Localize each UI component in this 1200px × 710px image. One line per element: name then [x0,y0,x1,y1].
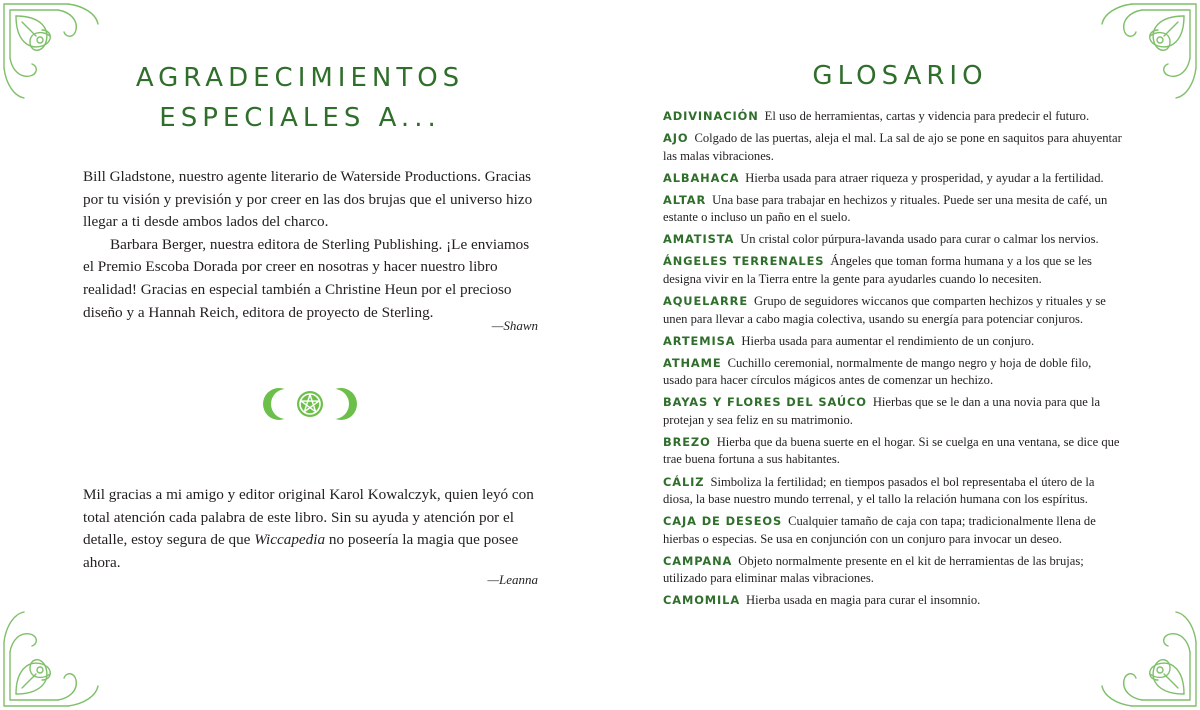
glossary-entry [663,592,1123,610]
glossary-entry [663,170,1123,188]
glossary-entry [663,253,1123,288]
glossary-term: CAMOMILA [663,593,741,608]
glossary-term: CÁLIZ [663,474,705,489]
glossary-term: ARTEMISA [663,333,736,348]
glossary-term: ALTAR [663,192,707,207]
glossary-term: AMATISTA [663,232,735,247]
glossary-term: BAYAS Y FLORES DEL SAÚCO [663,395,867,410]
paragraph: Bill Gladstone, nuestro agente literario de Waterside Productions. Gracias por tu visión y previsión y por creer en las dos brujas que el universo hizo llegar a ti desde ambos lados del charco. [83,168,533,231]
glossary-definition: Hierba usada para atraer riqueza y prosperidad, y ayudar a la fertilidad. [745,170,1104,185]
glossary-definition: Ángeles que toman forma humana y a los que se les designa vivir en la Tierra entre la gente para ayudarles cuando lo necesiten. [663,254,1092,286]
glossary-definition: El uso de herramientas, cartas y videncia para predecir el futuro. [764,109,1090,123]
glossary-definition: Un cristal color púrpura-lavanda usado para curar o calmar los nervios. [740,232,1099,247]
glossary-definition: Cuchillo ceremonial, normalmente de mango negro y hoja de doble filo, usado para hacer círculos mágicos antes de comenzar un hechizo. [663,355,1092,388]
glossary-entry [663,333,1123,351]
glossary-entry [663,355,1123,390]
glossary-entry [663,434,1123,469]
title-line: ESPECIALES A... [159,103,441,133]
glossary-entry [663,553,1123,588]
page-title [0,58,600,138]
glossary-definition: Hierbas que se le dan a una novia para que la protejan y sea feliz en su matrimonio. [663,395,1101,427]
glossary-term: AQUELARRE [663,294,749,309]
glossary-definition: Grupo de seguidores wiccanos que comparten hechizos y rituales y se unen para llevar a cabo magia colectiva, usando su energía para potenciar conjuros. [663,294,1106,326]
glossary-term: ATHAME [663,355,722,370]
glossary-definition: Simboliza la fertilidad; en tiempos pasados el bol representaba el útero de la diosa, la base nuestro mundo terrenal, y el tallo la relación humana con los espíritus. [663,474,1095,507]
page-title: GLOSARIO [812,61,988,91]
paragraph-text: no poseería la magia que posee ahora. [83,531,519,571]
glossary-entry [663,513,1123,548]
title-line: AGRADECIMIENTOS [135,63,465,93]
glossary-term: AJO [663,131,689,146]
glossary-entry [663,192,1123,227]
glossary-entry [663,108,1123,126]
glossary-term: ADIVINACIÓN [663,109,759,123]
glossary-definition: Cualquier tamaño de caja con tapa; tradicionalmente llena de hierbas o especias. Se usa en conjunción con un conjuro para invocar un deseo. [663,514,1096,546]
glossary-entry [663,394,1123,429]
glossary-definition: Una base para trabajar en hechizos y rituales. Puede ser una mesita de café, un estante o incluso un paño en el suelo. [663,192,1108,225]
paragraph-text: Mil gracias a mi amigo y editor original Karol Kowalczyk, quien leyó con total atención cada palabra de este libro. Sin su ayuda y atención por el detalle, estoy segura de que [83,486,534,549]
glossary-term: BREZO [663,434,711,449]
glossary-entry [663,474,1123,509]
acknowledgement-block [83,484,538,574]
glossary-list [663,108,1123,614]
glossary-definition: Hierba usada en magia para curar el insomnio. [746,593,981,608]
paragraph: Barbara Berger, nuestra editora de Sterling Publishing. ¡Le enviamos el Premio Escoba Dorada por creer en nosotras y hacer nuestro libro realidad! Gracias en especial también a Christine Heun por el precioso diseño y a Hannah Reich, editora de proyecto de Sterling. [83,235,530,321]
triple-moon-icon [262,384,358,424]
book-title: Wiccapedia [254,531,326,549]
glossary-entry [663,293,1123,328]
paragraph [83,484,538,574]
glossary-term: CAJA DE DESEOS [663,514,783,529]
glossary-definition: Hierba que da buena suerte en el hogar. Si se cuelga en una ventana, se dice que trae buena fortuna a sus habitantes. [663,434,1120,467]
acknowledgement-block [83,166,538,324]
signature: —Shawn [491,318,538,333]
signature: —Leanna [487,572,538,587]
glossary-definition: Objeto normalmente presente en el kit de herramientas de las brujas; utilizado para eliminar malas vibraciones. [663,553,1084,586]
right-page [600,0,1200,710]
glossary-term: CAMPANA [663,553,733,568]
glossary-definition: Colgado de las puertas, aleja el mal. La sal de ajo se pone en saquitos para ahuyentar las malas vibraciones. [663,131,1122,163]
glossary-entry [663,231,1123,249]
glossary-entry [663,130,1123,165]
glossary-term: ALBAHACA [663,170,740,185]
glossary-definition: Hierba usada para aumentar el rendimiento de un conjuro. [741,333,1035,348]
glossary-term: ÁNGELES TERRENALES [663,254,825,269]
